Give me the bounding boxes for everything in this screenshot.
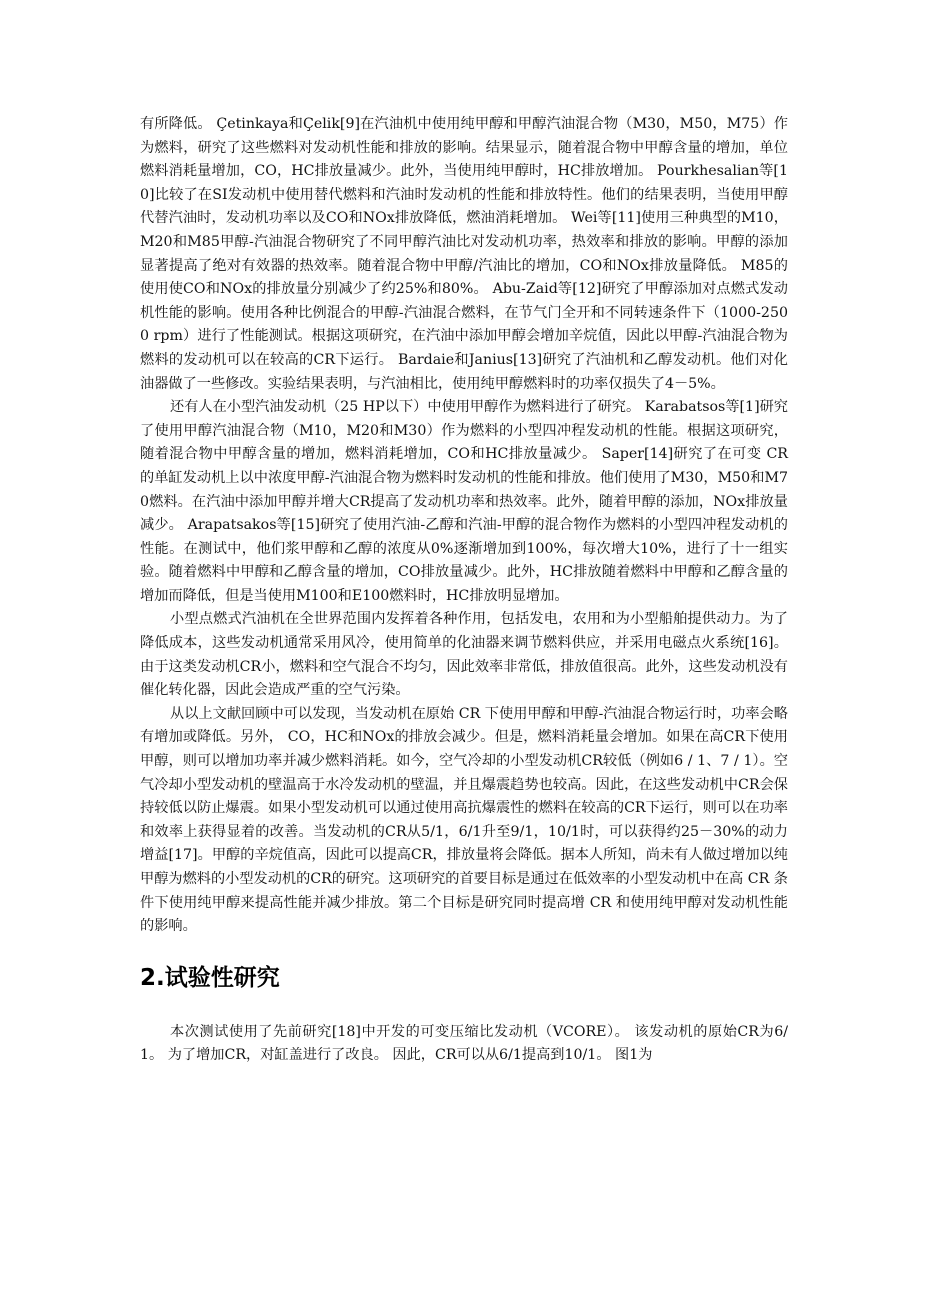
paragraph-literature-2: 还有人在小型汽油发动机（25 HP以下）中使用甲醇作为燃料进行了研究。 Karabatsos等[1]研究了使用甲醇汽油混合物（M10，M20和M30）作为燃料的小型四冲程发动机的性能。根据这项研究，随着混合物中甲醇含量的增加，燃料消耗增加，CO和HC排放量减少。 Saper[14]研究了在可变 CR 的单缸发动机上以中浓度甲醇-汽油混合物为燃料时发动机的性能和排放。他们使用了M30，M50和M70燃料。在汽油中添加甲醇并增大CR提高了发动机功率和热效率。此外，随着甲醇的添加，NOx排放量减少。 Arapatsakos等[15]研究了使用汽油-乙醇和汽油-甲醇的混合物作为燃料的小型四冲程发动机的性能。在测试中，他们浆甲醇和乙醇的浓度从0%逐渐增加到100%，每次增大10%，进行了十一组实验。随着燃料中甲醇和乙醇含量的增加，CO排放量减少。此外，HC排放随着燃料中甲醇和乙醇含量的增加而降低，但是当使用M100和E100燃料时，HC排放明显增加。 bbox=[140, 399, 788, 604]
paragraph-literature-1: 有所降低。 Çetinkaya和Çelik[9]在汽油机中使用纯甲醇和甲醇汽油混合物（M30，M50，M75）作为燃料，研究了这些燃料对发动机性能和排放的影响。结果显示，随着混合物中甲醇含量的增加，单位燃料消耗量增加，CO，HC排放量减少。此外，当使用纯甲醇时，HC排放增加。 Pourkhesalian等[10]比较了在SI发动机中使用替代燃料和汽油时发动机的性能和排放特性。他们的结果表明，当使用甲醇代替汽油时，发动机功率以及CO和NOx排放降低，燃油消耗增加。 Wei等[11]使用三种典型的M10，M20和M85甲醇-汽油混合物研究了不同甲醇汽油比对发动机功率，热效率和排放的影响。甲醇的添加显著提高了绝对有效器的热效率。随着混合物中甲醇/汽油比的增加，CO和NOx排放量降低。 M85的使用使CO和NOx的排放量分别减少了约25%和80%。 Abu-Zaid等[12]研究了甲醇添加对点燃式发动机性能的影响。使用各种比例混合的甲醇-汽油混合燃料，在节气门全开和不同转速条件下（1000-2500 rpm）进行了性能测试。根据这项研究，在汽油中添加甲醇会增加辛烷值，因此以甲醇-汽油混合物为燃料的发动机可以在较高的CR下运行。 Bardaie和Janius[13]研究了汽油机和乙醇发动机。他们对化油器做了一些修改。实验结果表明，与汽油相比，使用纯甲醇燃料时的功率仅损失了4－5%。 bbox=[140, 116, 788, 392]
paragraph-objectives: 从以上文献回顾中可以发现，当发动机在原始 CR 下使用甲醇和甲醇-汽油混合物运行时，功率会略有增加或降低。另外， CO，HC和NOx的排放会减少。但是，燃料消耗量会增加。如果在高CR下使用甲醇，则可以增加功率并减少燃料消耗。如今，空气冷却的小型发动机CR较低（例如6 / 1、7 / 1）。空气冷却小型发动机的壁温高于水冷发动机的壁温，并且爆震趋势也较高。因此，在这些发动机中CR会保持较低以防止爆震。如果小型发动机可以通过使用高抗爆震性的燃料在较高的CR下运行，则可以在功率和效率上获得显着的改善。当发动机的CR从5/1，6/1升至9/1，10/1时，可以获得约25－30%的动力增益[17]。甲醇的辛烷值高，因此可以提高CR，排放量将会降低。据本人所知，尚未有人做过增加以纯甲醇为燃料的小型发动机的CR的研究。这项研究的首要目标是通过在低效率的小型发动机中在高 CR 条件下使用纯甲醇来提高性能并减少排放。第二个目标是研究同时提高增 CR 和使用纯甲醇对发动机性能的影响。 bbox=[140, 705, 788, 935]
paragraph-small-engines: 小型点燃式汽油机在全世界范围内发挥着各种作用，包括发电，农用和为小型船舶提供动力。为了降低成本，这些发动机通常采用风冷，使用简单的化油器来调节燃料供应，并采用电磁点火系统[16]。 由于这类发动机CR小，燃料和空气混合不均匀，因此效率非常低，排放值很高。此外，这些发动机没有催化转化器，因此会造成严重的空气污染。 bbox=[140, 611, 788, 699]
section-heading: 2.试验性研究 bbox=[140, 964, 280, 991]
document-page bbox=[140, 113, 788, 1068]
paragraph-experimental: 本次测试使用了先前研究[18]中开发的可变压缩比发动机（VCORE）。 该发动机的原始CR为6/1。 为了增加CR，对缸盖进行了改良。 因此，CR可以从6/1提高到10/1。 图1为 bbox=[140, 1023, 788, 1064]
